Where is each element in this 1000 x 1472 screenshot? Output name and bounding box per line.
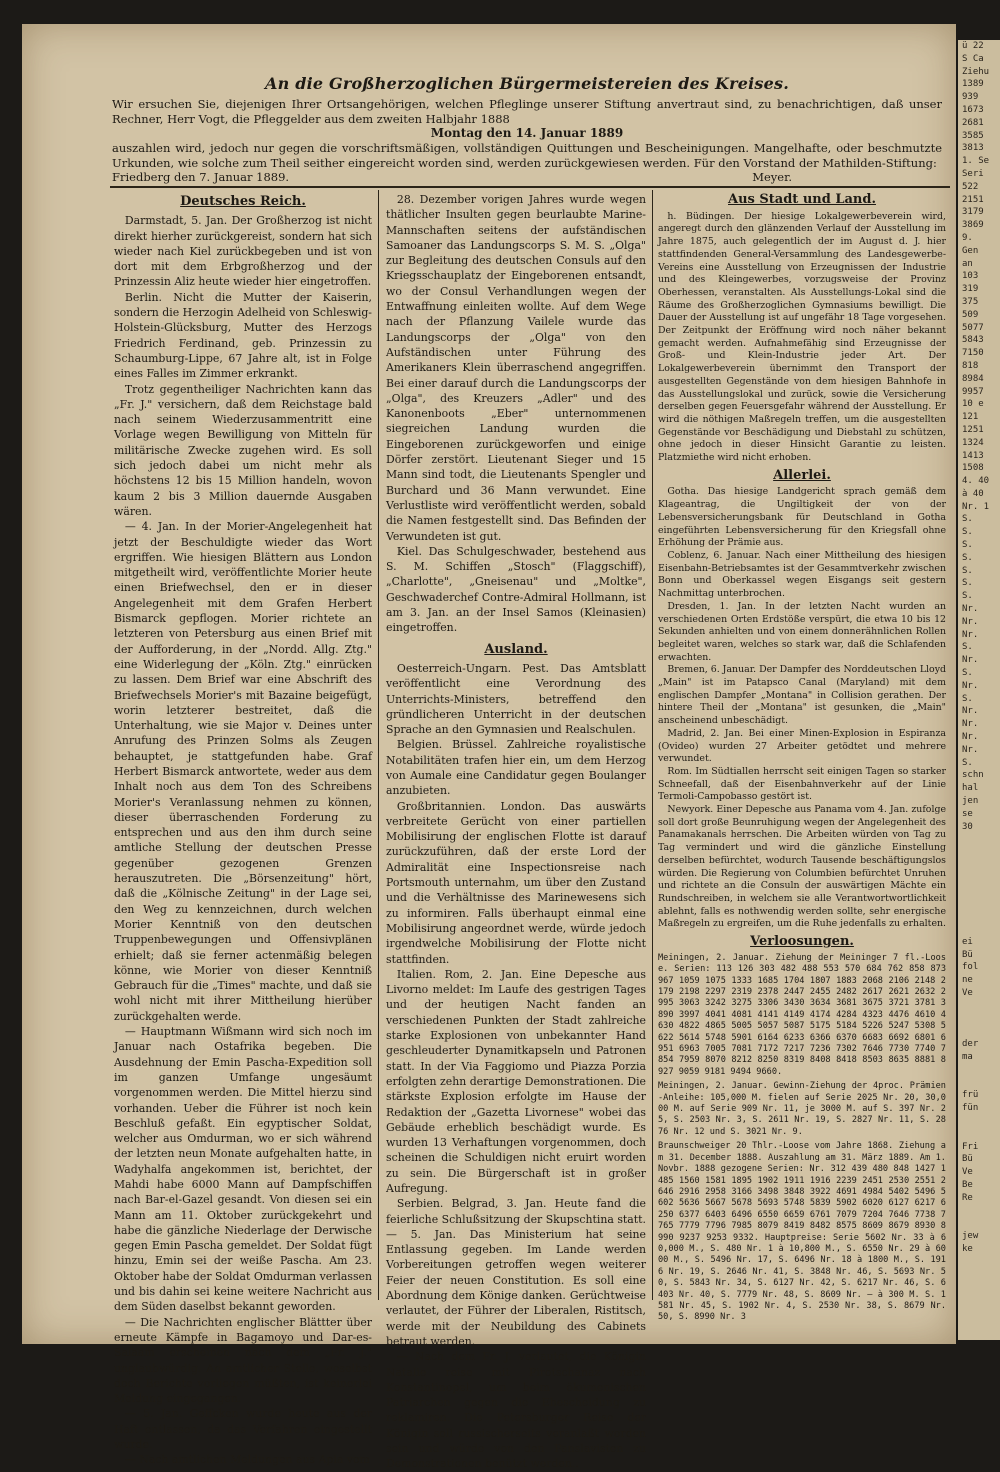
edge-fragment: 103 xyxy=(962,271,979,282)
edge-fragment: Nr. xyxy=(962,732,979,743)
edge-fragment: 5843 xyxy=(962,335,984,346)
edge-fragment: ü 22 xyxy=(962,41,984,51)
notice-signer: Meyer. xyxy=(752,170,792,184)
edge-fragment xyxy=(962,1205,1000,1218)
edge-fragment: jen xyxy=(962,796,979,807)
lottery-listing: Meiningen, 2. Januar. Gewinn-Ziehung der 4proc. Prämien-Anleihe: 105,000 M. fielen auf Serie 2025 Nr. 20, 30,000 M. auf Serie 909 Nr. 11, je 3000 M. auf S. 397 Nr. 25, S. 2503 Nr. 3, S. 2611 Nr. 19, S. 2827 Nr. 11, S. 2876 Nr. 12 und S. 3021 Nr. 9. xyxy=(658,1081,946,1137)
edge-fragment: S. xyxy=(962,565,973,576)
edge-fragment xyxy=(962,1077,1000,1090)
edge-fragment: 5077 xyxy=(962,322,984,333)
edge-fragment: S. xyxy=(962,693,973,704)
edge-fragment: schn xyxy=(962,770,984,781)
section-heading-verloosungen: Verloosungen. xyxy=(750,934,854,950)
edge-fragment: fol xyxy=(962,962,979,973)
adjacent-page-edge xyxy=(958,40,1000,1340)
section-heading-deutsches-reich: Deutsches Reich. xyxy=(180,194,306,209)
edge-fragment: Re xyxy=(962,1192,973,1203)
article-paragraph: Dresden, 1. Jan. In der letzten Nacht wurden an verschiedenen Orten Erdstöße verspürt, die etwa 10 bis 12 Sekunden anhielten und von einem donnerähnlichen Rollen begleitet waren, welches so stark war, daß die Schlafenden erwachten. xyxy=(658,600,946,663)
article-paragraph: — 4. Jan. In der Morier-Angelegenheit hat jetzt der Beschuldigte wieder das Wort ergriffen. Wie hiesigen Blättern aus London mitgetheilt wird, veröffentlichte Morier heute einen Briefwechsel, den er in dieser Angelegenheit mit dem Grafen Herbert Bismarck gepflogen. Morier richtete an letzteren von Petersburg aus einen Brief mit der Aufforderung, in der „Nordd. Allg. Ztg." eine Widerlegung der „Köln. Ztg." einrücken zu lassen. Dem Brief war eine Abschrift des Briefwechsels Morier's mit Bazaine beigefügt, worin letzterer bestreitet, daß die Unterhaltung, wie sie Major v. Deines unter Anrufung des Prinzen Solms als Zeugen behauptet, je stattgefunden habe. Graf Herbert Bismarck antwortete, weder aus dem Inhalt noch aus dem Ton des Schreibens Morier's Veranlassung nehmen zu können, dieser überraschenden Forderung zu entsprechen und aus den ihm durch seine amtliche Stellung der deutschen Presse gegenüber gezogenen Grenzen herauszutreten. Die „Börsenzeitung" hört, daß die „Kölnische Zeitung" in der Lage sei, den Weg zu kennzeichnen, durch welchen Morier Kenntniß von den deutschen Truppenbewegungen und Offensivplänen erhielt; daß sie ferner actenmäßig belegen könne, wie Morier von dieser Kenntniß Gebrauch für die „Times" machte, und daß sie wohl nicht mit ihrer Mittheilung hierüber zurückgehalten werde. xyxy=(114,520,372,1023)
article-paragraph: Gotha. Das hiesige Landgericht sprach gemäß dem Klageantrag, die Ungiltigkeit der von der Lebensversicherungsbank für Deutschland in Gotha eingeführten Lebensversicherung für den Kriegsfall ohne Erhöhung der Prämie aus. xyxy=(658,486,946,549)
edge-fragment: 2151 xyxy=(962,194,984,205)
header-divider xyxy=(110,186,950,188)
edge-fragment: Nr. xyxy=(962,744,979,755)
edge-fragment: S. xyxy=(962,642,973,653)
notice-place-date: Friedberg den 7. Januar 1889. xyxy=(112,170,290,184)
edge-fragment: S. xyxy=(962,578,973,589)
edge-fragment: 7150 xyxy=(962,348,984,359)
edge-fragment: 3585 xyxy=(962,130,984,141)
edge-fragment: 1508 xyxy=(962,463,984,474)
edge-fragment: ke xyxy=(962,1243,973,1254)
article-paragraph: — Nach dem Fr. J. verlautet, die Königin Natalie reise mit Pirotschanaz nach Konstantinopel, um beim ökumenischen Patriarchen gegen die Ehescheidung zu reklamiren. Die Petersburger Reise der Königin soll russischerseits veranlaßt worden sein und würde von den Panslavisten zu Demonstrationen benützt werden.. xyxy=(386,1350,646,1471)
column-2-body xyxy=(386,661,646,1472)
edge-fragment: hal xyxy=(962,783,979,794)
edge-fragment: Seri xyxy=(962,168,984,179)
edge-fragment: 4. 40 xyxy=(962,476,990,487)
edge-fragment: 1. Se xyxy=(962,156,990,167)
edge-fragment: Be xyxy=(962,1179,973,1190)
edge-fragment: Nr. xyxy=(962,604,979,615)
edge-fragment xyxy=(962,885,1000,898)
edge-fragment: S. xyxy=(962,527,973,538)
article-paragraph: Oesterreich-Ungarn. Pest. Das Amtsblatt veröffentlicht eine Verordnung des Unterrichts-Ministers, betreffend den gründlicheren Unterricht in der deutschen Sprache an den Gymnasien und Realschulen. xyxy=(386,661,646,737)
article-paragraph: Serbien. Belgrad, 3. Jan. Heute fand die feierliche Schlußsitzung der Skupschtina statt. — 5. Jan. Das Ministerium hat seine Entlassung gegeben. Im Lande werden Vorbereitungen getroffen wegen weiterer Feier der neuen Constitution. Es soll eine Abordnung dem Könige danken. Gerüchtweise verlautet, der Führer der Liberalen, Ristitsch, werde mit der Neubildung des Cabinets betraut werden. xyxy=(386,1197,646,1348)
article-paragraph: Berlin. Nicht die Mutter der Kaiserin, sondern die Herzogin Adelheid von Schleswig-Holstein-Glücksburg, Mutter des Herzogs Friedrich Ferdinand, geb. Prinzessin zu Schaumburg-Lippe, 67 Jahre alt, ist in Folge eines Falles im Zimmer erkrankt. xyxy=(114,290,372,381)
article-paragraph: — Die Nachrichten englischer Blättter über erneute Kämpfe in Bagamoyo und Dar-es-Salaam erscheinen nach dem „Fr. J." unglaubwürdig. An amtlicher Stelle, woselbst doch Berichte vorliegen müßten, ist keinerlei Meldung eingegangen. xyxy=(114,1315,372,1406)
edge-fragment: fün xyxy=(962,1103,979,1114)
edge-fragment xyxy=(962,897,1000,910)
edge-fragment: 30 xyxy=(962,821,973,832)
allerlei-body xyxy=(658,486,946,931)
edge-fragment xyxy=(962,833,1000,846)
edge-fragment: ma xyxy=(962,1051,973,1062)
notice-text-1: Wir ersuchen Sie, diejenigen Ihrer Ortsangehörigen, welchen Pfleglinge unserer Stiftung anvertraut sind, zu benachrichtigen, daß unser Rechner, Herr Vogt, die Pfleggelder aus dem zweiten Halbjahr 1888 xyxy=(112,97,942,126)
edge-fragment: 3869 xyxy=(962,220,984,231)
notice-text-2: auszahlen wird, jedoch nur gegen die vorschriftsmäßigen, vollständigen Quittungen und Bescheinigungen. Mangelhafte, oder beschmutzte Urkunden, wie solche zum Theil seither eingereicht worden sind, werden zurückgewiesen werden. Für den Vorstand der Mathilden-Stiftung: xyxy=(112,141,942,170)
edge-fragment: S. xyxy=(962,591,973,602)
edge-fragment: der xyxy=(962,1039,979,1050)
edge-fragment: Nr. 1 xyxy=(962,501,990,512)
edge-fragment: S. xyxy=(962,514,973,525)
section-heading-ausland: Ausland. xyxy=(484,641,548,657)
column-2-continuation xyxy=(386,192,646,636)
column-stadt-land xyxy=(658,192,952,1323)
edge-fragment: S. xyxy=(962,552,973,563)
column-divider-2 xyxy=(652,190,653,1300)
edge-fragment xyxy=(962,1013,1000,1026)
edge-fragment: frü xyxy=(962,1090,979,1101)
edge-fragment: 375 xyxy=(962,296,979,307)
article-paragraph: — 5. Jan. Geffcken wurde heute aus der Haft entlassen, da das Verfahren eingestellt wurde. xyxy=(114,1407,372,1452)
edge-fragment: Nr. xyxy=(962,706,979,717)
edge-fragment xyxy=(962,923,1000,936)
article-paragraph: Großbritannien. London. Das auswärts verbreitete Gerücht von einer partiellen Mobilisirung der englischen Flotte ist darauf zurückzuführen, daß der erste Lord der Admiralität eine Inspectionsreise nach Portsmouth unternahm, um über den Zustand und die Verhältnisse des Marinewesens sich zu informiren. Falls überhaupt einmal eine Mobilisirung angeordnet werde, würde jedoch irgendwelche Mobilisirung der Flotte nicht stattfinden. xyxy=(386,799,646,966)
edge-fragment xyxy=(962,1128,1000,1141)
article-paragraph: Kiel. Das Schulgeschwader, bestehend aus S. M. Schiffen „Stosch" (Flaggschiff), „Charlotte", „Gneisenau" und „Moltke", Geschwaderchef Contre-Admiral Hollmann, ist am 3. Jan. an der Insel Samos (Kleinasien) eingetroffen. xyxy=(386,544,646,635)
edge-fragment: 939 xyxy=(962,92,979,103)
edge-fragment xyxy=(962,1217,1000,1230)
edge-fragment: Nr. xyxy=(962,629,979,640)
edge-fragment: 509 xyxy=(962,309,979,320)
edge-fragment: S. xyxy=(962,757,973,768)
edge-fragment: 1673 xyxy=(962,104,984,115)
edge-fragment: Nr. xyxy=(962,655,979,666)
edge-fragment xyxy=(962,872,1000,885)
edge-fragment: Nr. xyxy=(962,719,979,730)
edge-fragment: 319 xyxy=(962,284,979,295)
article-paragraph: Newyork. Einer Depesche aus Panama vom 4. Jan. zufolge soll dort große Beunruhigung wegen der Angelegenheit des Panamakanals herrschen. Die Arbeiten würden von Tag zu Tag vermindert und wird die gänzliche Einstellung derselben befürchtet, wodurch Tausende beschäftigungslos würden. Die Regierung von Columbien befürchtet Unruhen und richtete an die Consuln der auswärtigen Mächte ein Rundschreiben, in welchem sie alle Verantwortwortlichkeit ablehnt, falls es nothwendig werden sollte, sehr energische Maßregeln zu ergreifen, um die Ruhe jedenfalls zu erhalten. xyxy=(658,804,947,930)
edge-fragment: 522 xyxy=(962,181,979,192)
edge-fragment: 121 xyxy=(962,412,979,423)
edge-fragment: à 40 xyxy=(962,488,984,499)
edge-fragment xyxy=(962,1115,1000,1128)
article-paragraph: Rom. Im Südtiallen herrscht seit einigen Tagen so starker Schneefall, daß der Eisenbahnverkehr auf der Linie Termoli-Campobasso gestört ist. xyxy=(658,765,946,803)
edge-fragment: ei xyxy=(962,936,973,947)
edge-fragment: 8984 xyxy=(962,373,984,384)
article-paragraph: Belgien. Brüssel. Zahlreiche royalistische Notabilitäten trafen hier ein, um dem Herzog von Aumale eine Candidatur gegen Boulanger anzubieten. xyxy=(386,738,646,798)
newspaper-page xyxy=(22,24,956,1471)
edge-fragment: 1324 xyxy=(962,437,984,448)
edge-fragment xyxy=(962,1000,1000,1013)
article-paragraph: — Nach amtlichen Meldungen aus Apia vom xyxy=(124,1453,370,1467)
column-divider-1 xyxy=(378,190,379,1300)
article-paragraph: h. Büdingen. Der hiesige Lokalgewerbeverein wird, angeregt durch den glänzenden Verlauf der Ausstellung im Jahre 1875, auch gelegentlich der im August d. J. hier stattfindenden General-Versammlung des Landesgewerbe-Vereins eine Ausstellung von Erzeugnissen der Industrie und des Kleingewerbes, vorzugsweise der Provinz Oberhessen, veranstalten. Als Ausstellungs-Lokal sind die Räume des Großherzoglichen Gymnasiums bewilligt. Die Dauer der Ausstellung ist auf ungefähr 18 Tage vorgesehen. Der Zeitpunkt der Eröffnung wird noch näher bekannt gemacht werden. Aufnahmefähig sind Erzeugnisse der Groß- und Klein-Industrie jeder Art. Der Lokalgewerbeverein übernimmt den Transport der ausgestellten Gegenstände von dem hiesigen Bahnhofe in das Ausstellungslokal und zurück, sowie die Versicherung derselben gegen Feuersgefahr während der Ausstellung. Er wird die nöthigen Maßregeln treffen, um die ausgestellten Gegenstände vor Beschädigung und Diebstahl zu schützen, ohne jedoch in dieser Hinsicht Garantie zu leisten. Platzmiethe wird nicht erhoben. xyxy=(658,210,946,464)
notice-signature-row xyxy=(112,170,942,185)
lottery-listing: Meiningen, 2. Januar. Ziehung der Meininger 7 fl.-Loose. Serien: 113 126 303 482 488 553 570 684 762 858 873 967 1059 1075 1333 1685 1704 1807 1883 2068 2106 2148 2179 2198 2297 2319 2378 2447 2455 2482 2617 2621 2632 2995 3063 3242 3275 3306 3430 3634 3681 3675 3721 3781 3890 3997 4041 4081 4141 4149 4174 4284 4323 4476 4610 4630 4822 4865 5005 5057 5087 5175 5184 5226 5247 5308 5622 5614 5748 5901 6164 6233 6366 6370 6683 6692 6801 6951 6963 7005 7081 7172 7217 7236 7302 7646 7730 7740 7854 7959 8070 8212 8250 8319 8408 8418 8503 8635 8881 8927 9059 9181 9494 9660. xyxy=(658,952,952,1077)
edge-fragment: Gen xyxy=(962,245,979,256)
edge-fragment xyxy=(962,1025,1000,1038)
edge-fragment: 9957 xyxy=(962,386,984,397)
article-paragraph: Darmstadt, 5. Jan. Der Großherzog ist nicht direkt hierher zurückgereist, sondern hat sich wieder nach Kiel zurückbegeben und ist von dort mit dem Erbgroßherzog und der Prinzessin Aliz heute wieder hier eingetroffen. xyxy=(114,214,372,289)
article-paragraph: Bremen, 6. Januar. Der Dampfer des Norddeutschen Lloyd „Main" ist im Patapsco Canal (Maryland) mit dem englischen Dampfer „Montana" in Collision gerathen. Der hintere Theil der „Montana" ist gesunken, die „Main" anscheinend unbeschädigt. xyxy=(658,664,946,727)
section-heading-allerlei: Allerlei. xyxy=(773,467,831,483)
article-paragraph: Coblenz, 6. Januar. Nach einer Mittheilung des hiesigen Eisenbahn-Betriebsamtes ist der Gesammtverkehr zwischen Bonn und Oberkassel wegen Eisgangs seit gestern Nachmittag unterbrochen. xyxy=(658,549,946,600)
verloosungen-body xyxy=(658,952,952,1324)
edge-fragment xyxy=(962,846,1000,859)
lottery-listing: Braunschweiger 20 Thlr.-Loose vom Jahre 1868. Ziehung am 31. December 1888. Auszahlung am 31. März 1889. Am 1. Novbr. 1888 gezogene Serien: Nr. 312 439 480 848 1427 1485 1560 1581 1895 1902 1911 1916 2239 2451 2530 2551 2646 2916 2958 3166 3498 3848 3922 4691 4984 5402 5496 5602 5636 5667 5678 5693 5748 5839 5902 6020 6127 6217 6250 6377 6403 6496 6550 6659 6761 7079 7204 7646 7738 7765 7779 7796 7985 8079 8419 8482 8575 8609 8679 8930 8990 9237 9253 9332. Hauptpreise: Serie 5602 Nr. 33 à 60,000 M., S. 480 Nr. 1 à 10,800 M., S. 6550 Nr. 29 à 6000 M., S. 5496 Nr. 17, S. 6496 Nr. 18 à 1800 M., S. 1916 Nr. 19, S. 2646 Nr. 41, S. 3848 Nr. 46, S. 5693 Nr. 50, S. 5843 Nr. 34, S. 6127 Nr. 42, S. 6217 Nr. 46, S. 6403 Nr. 40, S. 7779 Nr. 48, S. 8609 Nr. — à 300 M. S. 1581 Nr. 45, S. 1902 Nr. 4, S. 2530 Nr. 38, S. 8679 Nr. 50, S. 8990 Nr. 3 xyxy=(658,1141,952,1323)
edge-fragment: 1251 xyxy=(962,424,984,435)
edge-fragment xyxy=(962,859,1000,872)
edge-fragment: Fri xyxy=(962,1141,979,1152)
column-deutsches-reich xyxy=(114,192,372,1467)
article-paragraph: — Hauptmann Wißmann wird sich noch im Januar nach Ostafrika begeben. Die Ausdehnung der Emin Pascha-Expedition soll im ganzen Umfange ungesäumt vorgenommen werden. Die Mittel hierzu sind vorhanden. Ueber die Führer ist noch kein Beschluß gefaßt. Ein egyptischer Soldat, welcher aus Omdurman, wo er sich während der letzten neun Monate aufgehalten hatte, in Wadyhalfa angekommen ist, berichtet, der Mahdi habe 6000 Mann auf Dampfschiffen nach Bar-el-Gazel gesandt. Von diesen sei ein Mann am 11. Oktober zurückgekehrt und habe die gänzliche Niederlage der Derwische gegen Emin Pascha gemeldet. Der Soldat fügt hinzu, Emin sei der weiße Pascha. Am 23. Oktober habe der Soldat Omdurman verlassen und bis dahin sei keine weitere Nachricht aus dem Süden daselbst bekannt geworden. xyxy=(114,1025,372,1314)
edge-fragment: S. xyxy=(962,540,973,551)
edge-fragment: 818 xyxy=(962,360,979,371)
column-ausland xyxy=(386,192,646,1471)
edge-fragment: Ve xyxy=(962,987,973,998)
edge-fragment: se xyxy=(962,808,973,819)
adjacent-page-fragments xyxy=(958,40,1000,1256)
edge-fragment: 3179 xyxy=(962,207,984,218)
edge-fragment: 10 e xyxy=(962,399,984,410)
article-paragraph: Trotz gegentheiliger Nachrichten kann das „Fr. J." versichern, daß dem Reichstage bald nach seinem Wiederzusammentritt eine Vorlage wegen Bewilligung von Mitteln für militärische Zwecke zugehen wird. Es soll sich jedoch dabei um nicht mehr als höchstens 12 bis 15 Million handeln, wovon kaum 2 bis 3 Million dauernde Ausgaben wären. xyxy=(114,382,372,518)
edge-fragment: 1389 xyxy=(962,79,984,90)
notice-header xyxy=(112,74,942,185)
stadt-land-body xyxy=(658,211,946,465)
section-heading-stadt-land: Aus Stadt und Land. xyxy=(728,192,876,207)
edge-fragment xyxy=(962,910,1000,923)
edge-fragment: 2681 xyxy=(962,117,984,128)
article-paragraph: 28. Dezember vorigen Jahres wurde wegen thätlicher Insulten gegen beurlaubte Marine-Mannschaften seitens der aufständischen Samoaner das Landungscorps S. M. S. „Olga" zur Begleitung des deutschen Consuls auf den Kriegsschauplatz der Eingeborenen entsandt, wo der Consul Verhandlungen wegen der Entwaffnung einleiten wollte. Auf dem Wege nach der Pflanzung Vailele wurde das Landungscorps der „Olga" von den Aufständischen unter Führung des Amerikaners Klein überraschend angegriffen. Bei einer darauf durch die Landungscorps der „Olga", des Kreuzers „Adler" und des Kanonenboots „Eber" unternommenen siegreichen Landung wurden die Eingeborenen zurückgeworfen und einige Dörfer zerstört. Lieutenant Sieger und 15 Mann sind todt, die Lieutenants Spengler und Burchard und 36 Mann verwundet. Eine Verlustliste wird veröffentlicht werden, sobald die Namen festgestellt sind. Das Befinden der Verwundeten ist gut. xyxy=(386,193,646,543)
edge-fragment: Nr. xyxy=(962,616,979,627)
edge-fragment: Bü xyxy=(962,1154,973,1165)
edge-fragment: S. xyxy=(962,668,973,679)
column-1-body xyxy=(114,213,372,1467)
article-paragraph: Madrid, 2. Jan. Bei einer Minen-Explosion in Espiranza (Ovideo) wurden 27 Arbeiter getödtet und mehrere verwundet. xyxy=(658,727,946,765)
notice-title: An die Großherzoglichen Bürgermeistereien des Kreises. xyxy=(265,74,789,93)
notice-date: Montag den 14. Januar 1889 xyxy=(430,126,624,140)
edge-fragment: ne xyxy=(962,975,973,986)
edge-fragment: 1413 xyxy=(962,450,984,461)
edge-fragment: Bü xyxy=(962,949,973,960)
edge-fragment: Ve xyxy=(962,1167,973,1178)
edge-fragment: Ziehu xyxy=(962,66,990,77)
article-paragraph: Italien. Rom, 2. Jan. Eine Depesche aus Livorno meldet: Im Laufe des gestrigen Tages und der heutigen Nacht fanden an verschiedenen Punkten der Stadt zahlreiche starke Explosionen von unbekannter Hand geschleuderter Dynamitkapseln und Patronen statt. In der Via Faggiomo und Piazza Porzia erfolgten zehn derartige Demonstrationen. Die stärkste Explosion erfolgte im Hause der Redaktion der „Gazetta Livornese" wobei das Gebäude erheblich beschädigt wurde. Es wurden 13 Verhaftungen vorgenommen, doch scheinen die Schuldigen nicht eruirt worden zu sein. Die Bürgerschaft ist in großer Aufregung. xyxy=(386,967,646,1195)
edge-fragment: 3813 xyxy=(962,143,984,154)
edge-fragment: 9. xyxy=(962,232,973,243)
edge-fragment: S Ca xyxy=(962,53,984,64)
edge-fragment: jew xyxy=(962,1231,979,1242)
edge-fragment xyxy=(962,1064,1000,1077)
edge-fragment: Nr. xyxy=(962,680,979,691)
edge-fragment: an xyxy=(962,258,973,269)
